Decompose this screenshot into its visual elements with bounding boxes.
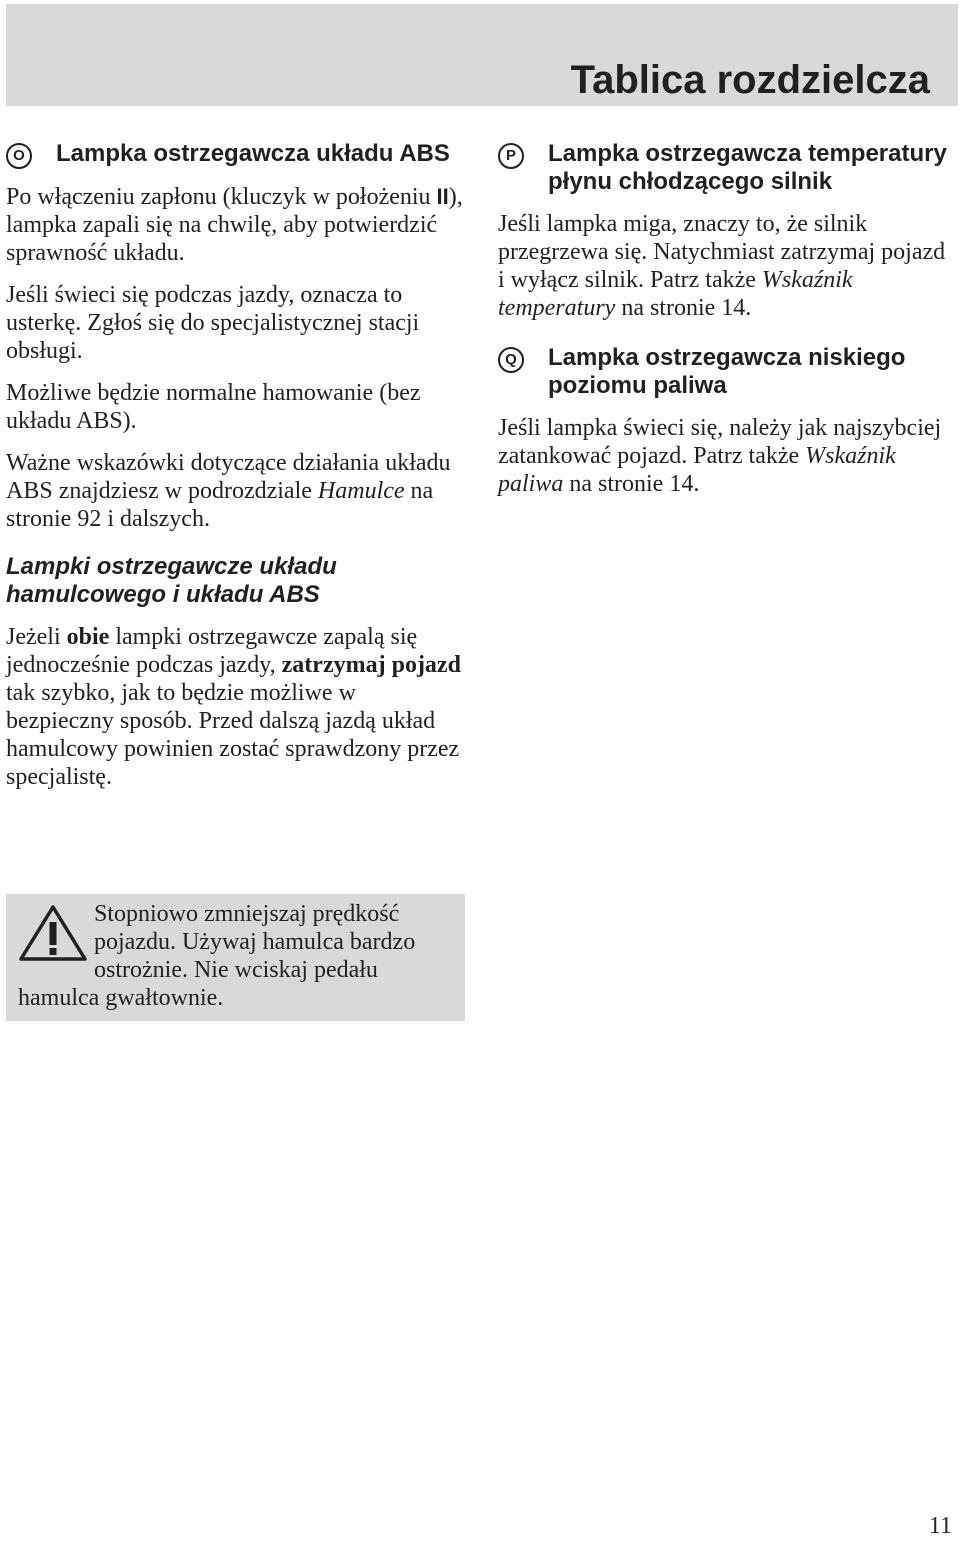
reference-wskaznik-paliwa: Wskaźnik paliwa [498, 443, 896, 497]
section-q-title: Lampka ostrzegawcza niskiego poziomu paliwa [548, 344, 906, 399]
reference-hamulce: Hamulce [317, 478, 405, 504]
warning-box [6, 894, 465, 1021]
indicator-q-icon: Q [498, 347, 524, 373]
section-q-heading [498, 344, 948, 400]
warning-triangle-icon [18, 904, 88, 962]
section-o-paragraph-4: Ważne wskazówki dotyczące działania układu ABS znajdziesz w podrozdziale Hamulce na stronie 92 i dalszych. [6, 450, 451, 532]
reference-wskaznik-temperatury: Wskaźnik temperatury [498, 267, 853, 321]
section-p-heading [498, 140, 948, 196]
section-o-paragraph-2: Jeśli świeci się podczas jazdy, oznacza to usterkę. Zgłoś się do specjalistycznej stacji obsługi. [6, 282, 420, 364]
brake-section-paragraph: Jeżeli obie lampki ostrzegawcze zapalą się jednocześnie podczas jazdy, zatrzymaj pojazd tak szybko, jak to będzie możliwe w bezpieczny sposób. Przed dalszą jazdą układ hamulcowy powinien zostać sprawdzony przez specjalistę. [6, 624, 461, 790]
section-p-title: Lampka ostrzegawcza temperatury płynu chłodzącego silnik [548, 140, 947, 195]
section-q-paragraph: Jeśli lampka świeci się, należy jak najszybciej zatankować pojazd. Patrz także Wskaźnik paliwa na stronie 14. [498, 415, 942, 497]
section-o-paragraph-1: Po włączeniu zapłonu (kluczyk w położeniu II), lampka zapali się na chwilę, aby potwierdzić sprawność układu. [6, 184, 463, 266]
page-title: Tablica rozdzielcza [570, 58, 930, 102]
section-p-paragraph: Jeśli lampka miga, znaczy to, że silnik przegrzewa się. Natychmiast zatrzymaj pojazd i wyłącz silnik. Patrz także Wskaźnik temperatury na stronie 14. [498, 211, 946, 321]
section-o-heading [6, 140, 466, 169]
brake-section-title: Lampki ostrzegawcze układu hamulcowego i układu ABS [6, 553, 337, 608]
page-header [6, 4, 958, 106]
section-o-title: Lampka ostrzegawcza układu ABS [56, 140, 450, 167]
right-column [498, 140, 948, 512]
warning-text: Stopniowo zmniejszaj prędkość pojazdu. Używaj hamulca bardzo ostrożnie. Nie wciskaj pedału hamulca gwałtownie. [18, 901, 416, 1011]
page-number: 11 [928, 1513, 952, 1539]
left-column [6, 140, 466, 805]
indicator-o-icon: O [6, 143, 32, 169]
indicator-p-icon: P [498, 143, 524, 169]
section-o-paragraph-3: Możliwe będzie normalne hamowanie (bez układu ABS). [6, 380, 421, 434]
ignition-key-position: II [436, 184, 449, 209]
